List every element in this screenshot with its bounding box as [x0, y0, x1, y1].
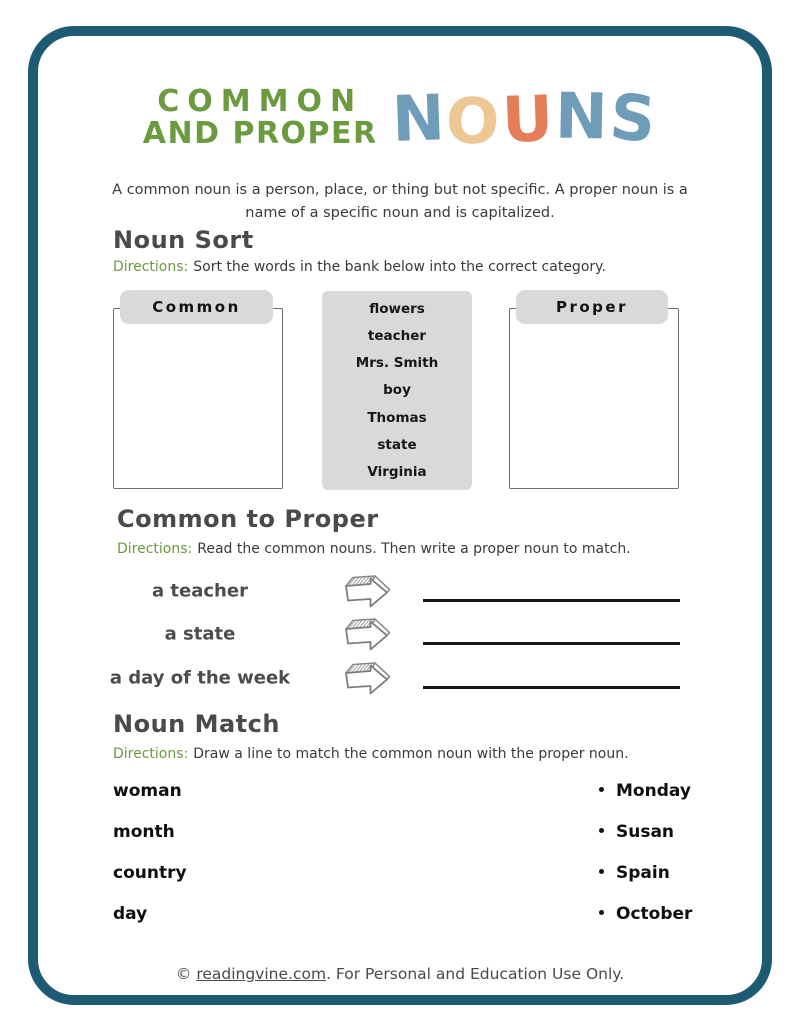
bullet-dot-icon: [599, 869, 604, 874]
directions-text: Sort the words in the bank below into the correct category.: [193, 259, 606, 275]
noun-match-directions: [113, 746, 629, 762]
prompt-text: a day of the week: [109, 667, 291, 689]
word-bank: [322, 291, 472, 490]
match-common-noun: day: [113, 904, 148, 924]
common-to-proper-row: [0, 611, 800, 657]
directions-label: Directions:: [113, 746, 189, 762]
common-to-proper-heading: Common to Proper: [117, 505, 379, 533]
noun-match-heading: Noun Match: [113, 710, 280, 738]
match-proper-noun: Spain: [616, 863, 670, 883]
common-sort-box: [113, 308, 283, 489]
footer-usage-text: . For Personal and Education Use Only.: [326, 965, 625, 983]
word-bank-item: Mrs. Smith: [355, 355, 439, 372]
nouns-letter-n2: N: [554, 79, 611, 154]
nouns-letter-n1: N: [390, 80, 448, 156]
bullet-dot-icon: [599, 910, 604, 915]
nouns-letter-s: S: [606, 79, 661, 157]
match-common-noun: country: [113, 863, 187, 883]
common-to-proper-directions: [117, 541, 631, 557]
word-bank-item: Thomas: [367, 409, 427, 426]
common-to-proper-row: [0, 655, 800, 701]
match-proper-noun-row: [599, 821, 674, 843]
directions-label: Directions:: [113, 259, 189, 275]
noun-sort-directions: [113, 259, 606, 275]
word-bank-item: flowers: [369, 301, 425, 317]
word-bank-item: Virginia: [367, 463, 427, 480]
title-nouns-word: [390, 79, 661, 160]
nouns-letter-u: U: [500, 81, 557, 157]
title-line-and-proper: AND PROPER: [142, 116, 378, 152]
title-line-common: COMMON: [157, 84, 364, 119]
copyright-symbol: ©: [175, 965, 192, 983]
prompt-text: a state: [164, 623, 236, 645]
readingvine-link[interactable]: readingvine.com: [196, 965, 327, 983]
directions-text: Draw a line to match the common noun with the proper noun.: [193, 746, 629, 762]
noun-sort-heading: Noun Sort: [113, 226, 254, 254]
match-proper-noun-row: [599, 903, 692, 925]
word-bank-item: boy: [383, 382, 411, 399]
bullet-dot-icon: [599, 828, 604, 833]
proper-box-label: Proper: [516, 290, 668, 324]
intro-text: A common noun is a person, place, or thing but not specific. A proper noun is a name of a specific noun and is capitalized.: [112, 182, 688, 222]
word-bank-item: state: [377, 436, 417, 453]
directions-text: Read the common nouns. Then write a proper noun to match.: [197, 541, 631, 557]
bullet-dot-icon: [599, 787, 604, 792]
footer: [0, 965, 800, 983]
worksheet-title: [0, 79, 800, 160]
nouns-letter-o: O: [444, 83, 504, 160]
match-proper-noun: Monday: [616, 781, 691, 801]
match-common-noun: month: [113, 822, 175, 842]
proper-noun-blank[interactable]: [423, 686, 680, 689]
title-common-and-proper: [143, 86, 378, 151]
match-proper-noun-row: [599, 780, 691, 802]
prompt-text: a teacher: [152, 580, 248, 602]
word-bank-item: teacher: [367, 328, 427, 345]
common-box-label: Common: [120, 290, 273, 324]
directions-label: Directions:: [117, 541, 193, 557]
arrow-right-icon: [341, 656, 393, 700]
common-to-proper-row: [0, 568, 800, 614]
proper-sort-box: [509, 308, 679, 489]
match-proper-noun-row: [599, 862, 670, 884]
arrow-right-icon: [341, 569, 393, 613]
proper-noun-blank[interactable]: [423, 642, 680, 645]
match-proper-noun: October: [616, 904, 693, 924]
proper-noun-blank[interactable]: [423, 599, 680, 602]
match-common-noun: woman: [113, 781, 182, 801]
arrow-right-icon: [341, 612, 393, 656]
match-proper-noun: Susan: [616, 822, 675, 842]
